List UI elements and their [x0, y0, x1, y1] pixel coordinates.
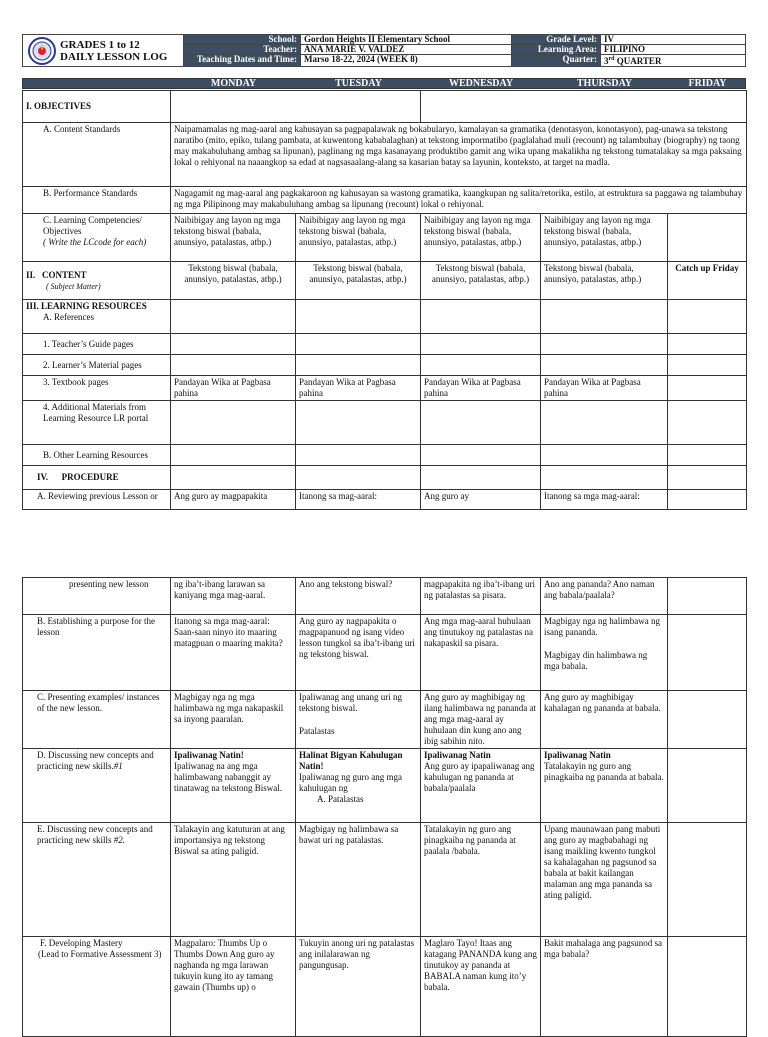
additional-mon	[171, 401, 296, 445]
competency-tuesday: Naibibigay ang layon ng mga tekstong biswal (babala, anunsiyo, patalastas, atbp.)	[296, 214, 421, 262]
discuss1-tuesday-item: A. Patalastas	[317, 794, 364, 804]
discuss2-monday: Talakayin ang katuturan at ang importansiya ng tekstong Biswal sa ating paligid.	[171, 823, 296, 937]
presenting-fri	[668, 578, 747, 615]
competency-monday: Naibibigay ang layon ng mga tekstong biswal (babala, anunsiyo, patalastas, atbp.)	[171, 214, 296, 262]
discuss1-thursday	[541, 749, 668, 823]
presenting-wednesday: magpapakita ng iba’t-ibang uri ng patalastas sa pisara.	[421, 578, 541, 615]
lm-wed	[421, 355, 541, 376]
references-fri	[668, 300, 747, 334]
day-monday: MONDAY	[210, 78, 257, 89]
mastery-note: (Lead to Formative Assessment 3)	[38, 949, 162, 959]
day-tuesday: TUESDAY	[335, 78, 382, 89]
discuss1-monday-title: Ipaliwanag Natin!	[174, 750, 244, 760]
textbook-thursday: Pandayan Wika at Pagbasa pahina	[541, 376, 668, 401]
lesson-table-page1	[22, 90, 747, 510]
mastery-label	[23, 937, 171, 1037]
title-text	[60, 39, 167, 63]
tg-tue	[296, 334, 421, 355]
discuss1-tuesday-text: Ipaliwanag ng guro ang mga kahulugan ng	[299, 772, 402, 793]
discuss2-wednesday: Tatalakayin ng guro ang pinagkaiba ng pananda at paalala /babala.	[421, 823, 541, 937]
objectives-blank-right	[421, 91, 747, 123]
quarter-value	[601, 55, 746, 67]
dates-value: Marso 18-22, 2024 (WEEK 8)	[301, 55, 512, 67]
resources-label	[23, 300, 171, 334]
purpose-thursday-2: Magbigay din halimbawa ng mga babala.	[544, 650, 648, 671]
purpose-label: B. Establishing a purpose for the lesson	[23, 615, 171, 691]
other-wed	[421, 445, 541, 466]
review-thursday: Itanong sa mga mag-aaral:	[541, 490, 668, 510]
competency-wednesday: Naibibigay ang layon ng mga tekstong biswal (babala, anunsiyo, patalastas, atbp.)	[421, 214, 541, 262]
mastery-monday: Magpalaro: Thumbs Up o Thumbs Down Ang guro ay naghanda ng mga larawan tukuyin kung ito ay tamang gawain (Thumbs up) o	[171, 937, 296, 1037]
procedure-num: IV.	[37, 472, 49, 482]
references-tue	[296, 300, 421, 334]
other-resources-label: B. Other Learning Resources	[23, 445, 171, 466]
discuss1-monday	[171, 749, 296, 823]
lesson-table-page2	[22, 577, 747, 1037]
discuss1-wednesday	[421, 749, 541, 823]
competencies-title: C. Learning Competencies/ Objectives	[43, 215, 142, 236]
textbook-monday: Pandayan Wika at Pagbasa pahina	[171, 376, 296, 401]
references-wed	[421, 300, 541, 334]
content-title: CONTENT	[42, 269, 87, 280]
content-note: ( Subject Matter)	[46, 281, 101, 291]
content-label	[23, 262, 171, 300]
review-fri	[668, 490, 747, 510]
review-monday: Ang guro ay magpapakita	[171, 490, 296, 510]
review-tuesday: Itanong sa mag-aaral:	[296, 490, 421, 510]
title-line1: GRADES 1 to 12	[60, 38, 140, 51]
procedure-tue	[296, 466, 421, 490]
tg-thu	[541, 334, 668, 355]
examples-tuesday-2: Patalastas	[299, 726, 335, 736]
additional-thu	[541, 401, 668, 445]
competency-friday	[668, 214, 747, 262]
textbook-label: 3. Textbook pages	[23, 376, 171, 401]
additional-fri	[668, 401, 747, 445]
tg-label: 1. Teacher’s Guide pages	[23, 334, 171, 355]
deped-seal-icon	[27, 37, 57, 65]
discuss1-text: D. Discussing new concepts and practicing new skills.	[37, 750, 154, 771]
examples-thursday: Ang guro ay magbibigay kahalagan ng pananda at babala.	[541, 691, 668, 749]
review-wednesday: Ang guro ay	[421, 490, 541, 510]
competencies-label	[23, 214, 171, 262]
tg-wed	[421, 334, 541, 355]
discuss1-tuesday-title: Halinat Bigyan Kahulugan Natin!	[299, 750, 403, 771]
teacher-value: ANA MARIE V. VALDEZ	[301, 45, 512, 55]
additional-label: 4. Additional Materials from Learning Resource LR portal	[23, 401, 171, 445]
grade-label: Grade Level:	[512, 35, 601, 45]
teacher-label: Teacher:	[184, 45, 301, 55]
competency-thursday: Naibibigay ang layon ng mga tekstong biswal (babala, anunsiyo, patalastas, atbp.)	[541, 214, 668, 262]
area-value: FILIPINO	[601, 45, 746, 55]
content-tuesday: Tekstong biswal (babala, anunsiyo, patalastas, atbp.)	[296, 262, 421, 300]
purpose-thursday	[541, 615, 668, 691]
procedure-thu	[541, 466, 668, 490]
procedure-mon	[171, 466, 296, 490]
mastery-wednesday: Maglaro Tayo! Itaas ang katagang PANANDA kung ang tinutukoy ay pananda at BABALA naman kung ito’y babala.	[421, 937, 541, 1037]
purpose-thursday-1: Magbigay nga ng halimbawa ng isang pananda.	[544, 616, 660, 637]
additional-tue	[296, 401, 421, 445]
discuss1-tuesday	[296, 749, 421, 823]
lm-thu	[541, 355, 668, 376]
procedure-label	[23, 466, 171, 490]
other-mon	[171, 445, 296, 466]
lm-mon	[171, 355, 296, 376]
school-value: Gordon Heights II Elementary School	[301, 35, 512, 45]
content-monday: Tekstong biswal (babala, anunsiyo, patalastas, atbp.)	[171, 262, 296, 300]
area-label: Learning Area:	[512, 45, 601, 55]
performance-standards-label: B. Performance Standards	[23, 187, 171, 214]
dates-label: Teaching Dates and Time:	[184, 55, 301, 67]
objectives-blank-left	[171, 91, 421, 123]
title-cell	[23, 35, 184, 67]
discuss1-monday-text: Ipaliwanag na ang mga halimbawang nabanggit ay tinatawag na tekstong Biswal.	[174, 761, 282, 793]
discuss2-thursday: Upang maunawaan pang mabuti ang guro ay magbabahagi ng isang maikling kwento tungkol sa kahalagahan ng pagsunod sa babala at bakit kailangan malaman ang mga pananda sa ating paligid.	[541, 823, 668, 937]
day-header-bar	[22, 78, 746, 89]
objectives-heading: I. OBJECTIVES	[23, 91, 171, 123]
quarter-num: 3	[604, 56, 609, 66]
purpose-wednesday: Ang mga mag-aaral huhulaan ang tinutukoy ng patalastas na nakapaskil sa pisara.	[421, 615, 541, 691]
textbook-wednesday: Pandayan Wika at Pagbasa pahina	[421, 376, 541, 401]
discuss2-text: E. Discussing new concepts and practicing new skills	[37, 824, 153, 845]
references-thu	[541, 300, 668, 334]
other-tue	[296, 445, 421, 466]
catchup-friday: Catch up Friday	[668, 262, 747, 300]
mastery-thursday: Bakit mahalaga ang pagsunod sa mga babala?	[541, 937, 668, 1037]
competencies-note: ( Write the LCcode for each)	[43, 237, 147, 247]
discuss1-thursday-text: Tatalakayin ng guro ang pinagkaiba ng pananda at babala.	[544, 761, 664, 782]
lm-fri	[668, 355, 747, 376]
tg-fri	[668, 334, 747, 355]
tg-mon	[171, 334, 296, 355]
examples-label: C. Presenting examples/ instances of the new lesson.	[23, 691, 171, 749]
lm-label: 2. Learner’s Material pages	[23, 355, 171, 376]
mastery-text: F. Developing Mastery	[40, 938, 123, 948]
procedure-heading: PROCEDURE	[61, 472, 119, 482]
purpose-monday: Itanong sa mga mag-aaral: Saan-saan ninyo ito maaring matagpuan o maaring makita?	[171, 615, 296, 691]
quarter-word: QUARTER	[616, 56, 662, 66]
examples-monday: Magbigay nga ng mga halimbawa ng mga nakapaskil sa inyong paaralan.	[171, 691, 296, 749]
procedure-wed	[421, 466, 541, 490]
discuss1-wednesday-text: Ang guro ay ipapaliwanag ang kahulugan ng pananda at babala/paalala	[424, 761, 535, 793]
discuss2-label	[23, 823, 171, 937]
discuss2-num: #2.	[113, 835, 125, 845]
presenting-monday: ng iba’t-ibang larawan sa kaniyang mga mag-aaral.	[171, 578, 296, 615]
additional-wed	[421, 401, 541, 445]
performance-standards-text: Nagagamit ng mag-aaral ang pagkakaroon ng kahusayan sa wastong gramatika, kaangkupan ng salita/retorika, estilo, at estruktura sa paggawa ng talambuhay ng mga Pilipinong may makabuluhang ambag sa lipunang (recount) lokal o rehiyonal.	[171, 187, 747, 214]
mastery-tuesday: Tukuyin anong uri ng patalastas ang inilalarawan ng pangungusap.	[296, 937, 421, 1037]
quarter-label: Quarter:	[512, 55, 601, 67]
discuss2-tuesday: Magbigay ng halimbawa sa bawat uri ng patalastas.	[296, 823, 421, 937]
content-thursday: Tekstong biswal (babala, anunsiyo, patalastas, atbp.)	[541, 262, 668, 300]
discuss1-wednesday-title: Ipaliwanag Natin	[424, 750, 491, 760]
textbook-fri	[668, 376, 747, 401]
title-line2: DAILY LESSON LOG	[60, 50, 168, 63]
discuss1-thursday-title: Ipaliwanag Natin	[544, 750, 611, 760]
day-friday: FRIDAY	[688, 78, 727, 89]
references-mon	[171, 300, 296, 334]
content-num: II.	[26, 269, 36, 280]
discuss1-fri	[668, 749, 747, 823]
resources-heading: III. LEARNING RESOURCES	[26, 301, 147, 311]
review-label: A. Reviewing previous Lesson or	[23, 490, 171, 510]
discuss1-num: #1	[113, 761, 123, 771]
other-fri	[668, 445, 747, 466]
grade-value: IV	[601, 35, 746, 45]
day-thursday: THURSDAY	[576, 78, 633, 89]
content-wednesday: Tekstong biswal (babala, anunsiyo, patalastas, atbp.)	[421, 262, 541, 300]
references-label: A. References	[43, 312, 94, 322]
other-thu	[541, 445, 668, 466]
examples-wednesday: Ang guro ay magbibigay ng ilang halimbawa ng pananda at ang mga mag-aaral ay huhulaan din kung ano ang ibig sabihin nito.	[421, 691, 541, 749]
presenting-label: presenting new lesson	[23, 578, 171, 615]
presenting-thursday: Ano ang pananda? Ano naman ang babala/paalala?	[541, 578, 668, 615]
discuss1-label	[23, 749, 171, 823]
textbook-tuesday: Pandayan Wika at Pagbasa pahina	[296, 376, 421, 401]
content-standards-label: A. Content Standards	[23, 123, 171, 187]
presenting-tuesday: Ano ang tekstong biswal?	[296, 578, 421, 615]
purpose-fri	[668, 615, 747, 691]
day-wednesday: WEDNESDAY	[448, 78, 514, 89]
lm-tue	[296, 355, 421, 376]
purpose-tuesday: Ang guro ay nagpapakita o magpapanuod ng isang video lesson tungkol sa iba’t-ibang uri ng tekstong biswal.	[296, 615, 421, 691]
school-label: School:	[184, 35, 301, 45]
header-table	[22, 34, 746, 67]
examples-tuesday	[296, 691, 421, 749]
examples-fri	[668, 691, 747, 749]
content-standards-text: Naipamamalas ng mag-aaral ang kahusayan sa pagpapalawak ng bokabularyo, kamalayan sa gramatika (denotasyon, konotasyon), pag-unawa sa tekstong naratibo (mito, epiko, tulang pambata, at kuwentong kababalaghan) at tekstong impormatibo (paglalahad muli (recount) ng talambuhay (biography) ng taong may makabuluhang ambag sa lipunan), paglinang ng mga kasanayang produktibo gamit ang wika upang makalikha ng tekstong tumatalakay sa mga paksaing lokal o rehiyonal na naaangkop sa edad at nagsasaalang-alang sa kasarian batay sa layunin, konteksto, at target na madla.	[171, 123, 747, 187]
quarter-sup: rd	[608, 56, 615, 62]
examples-tuesday-1: Ipaliwanag ang unang uri ng tekstong biswal.	[299, 692, 402, 713]
procedure-fri	[668, 466, 747, 490]
discuss2-fri	[668, 823, 747, 937]
mastery-fri	[668, 937, 747, 1037]
